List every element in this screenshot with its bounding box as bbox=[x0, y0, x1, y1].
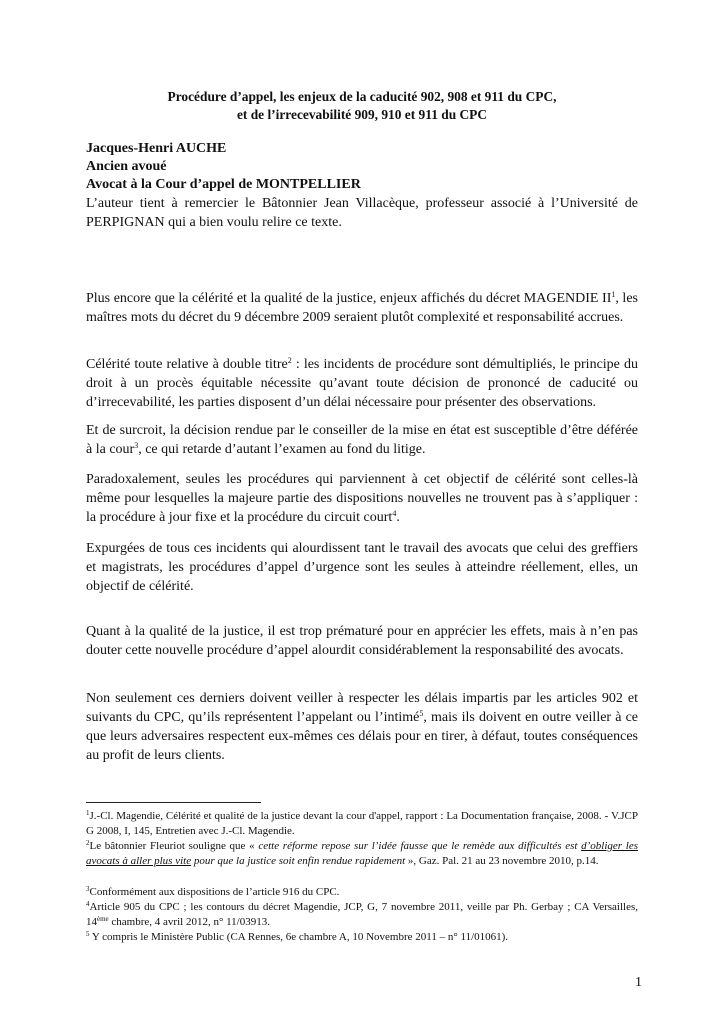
title-line-1: Procédure d’appel, les enjeux de la caducité 902, 908 et 911 du CPC, bbox=[167, 89, 557, 104]
footnote-1: $^1$J.-Cl. Magendie, Célérité et qualité de la justice devant la cour d'appel, rapport : La Documentation française, 2008. - V.JCP G 2008, I, 145, Entretien avec J.-Cl. Magendie. bbox=[86, 809, 638, 837]
paragraph-2: Célérité toute relative à double titre$^2$ : les incidents de procédure sont démultipliés, le principe du droit à un procès équitable nécessite qu’avant toute décision de prononcé de caducité ou d’irrecevabilité, les parties disposent d’un délai nécessaire pour présenter des observations. bbox=[86, 356, 638, 410]
author-role-2: Avocat à la Cour d’appel de MONTPELLIER bbox=[86, 177, 361, 192]
footnote-5: $^5$ Y compris le Ministère Public (CA Rennes, 6e chambre A, 10 Novembre 2011 – n° 11/01061). bbox=[86, 930, 509, 943]
paragraph-1: Plus encore que la célérité et la qualité de la justice, enjeux affichés du décret MAGENDIE $II^1$, les maîtres mots du décret du 9 décembre 2009 seraient plutôt complexité et responsabilité accrues. bbox=[86, 290, 638, 325]
paragraph-3: Et de surcroit, la décision rendue par le conseiller de la mise en état est susceptible d’être déférée à la cour$^3$, ce qui retarde d’autant l’examen au fond du litige. bbox=[86, 423, 638, 457]
footnote-ref-3: 3 bbox=[134, 441, 139, 450]
paragraph-6: Quant à la qualité de la justice, il est trop prématuré pour en apprécier les effets, mais à n’en pas douter cette nouvelle procédure d’appel alourdit considérablement la responsabilité des avocats. bbox=[86, 624, 638, 658]
footnote-ref-5: 5 bbox=[419, 709, 424, 718]
page-number: 1 bbox=[635, 975, 642, 990]
author-name: Jacques-Henri AUCHE bbox=[86, 141, 227, 156]
footnote-ref-1: 1 bbox=[611, 290, 616, 299]
footnote-ref-2: 2 bbox=[287, 356, 292, 365]
footnote-4: $^4$Article 905 du CPC ; les contours du décret Magendie, JCP, G, 7 novembre 2011, veille par Ph. Gerbay ; CA Versailles, 14ème chambre, 4 avril 2012, n° 11/03913. bbox=[86, 900, 638, 928]
title-line-2: et de l’irrecevabilité 909, 910 et 911 du CPC bbox=[236, 107, 488, 122]
author-role-1: Ancien avoué bbox=[86, 159, 167, 174]
paragraph-5: Expurgées de tous ces incidents qui alourdissent tant le travail des avocats que celui des greffiers et magistrats, les procédures d’appel d’urgence sont les seules à atteindre réellement, elles, un objectif de célérité. bbox=[86, 541, 638, 594]
footnote-ref-4: 4 bbox=[392, 509, 397, 518]
footnote-3: $^3$Conformément aux dispositions de l’article 916 du CPC. bbox=[86, 885, 340, 898]
footnote-separator bbox=[86, 802, 261, 803]
paragraph-7: Non seulement ces derniers doivent veiller à respecter les délais impartis par les articles 902 et suivants du CPC, qu’ils représentent l’appelant ou l’intimé$^5$, mais ils doivent en outre veiller à ce que leurs adversaires respectent eux-mêmes ces délais pour en tirer, à défaut, toutes conséquences au profit de leurs clients. bbox=[86, 691, 638, 763]
footnote-2: $^2$Le bâtonnier Fleuriot souligne que « cette réforme repose sur l’idée fausse que le remède aux difficultés est d’obliger les avocats à aller plus vite pour que la justice soit enfin rendue rapidement », Gaz. Pal. 21 au 23 novembre 2010, p.14. bbox=[86, 839, 638, 867]
author-thanks: L’auteur tient à remercier le Bâtonnier Jean Villacèque, professeur associé à l’Université de PERPIGNAN qui a bien voulu relire ce texte. bbox=[86, 196, 638, 230]
paragraph-4: Paradoxalement, seules les procédures qui parviennent à cet objectif de célérité sont celles-là même pour lesquelles la majeure partie des dispositions nouvelles ne trouvent pas à s’appliquer : la procédure à jour fixe et la procédure du circuit court$^4$. bbox=[86, 472, 638, 525]
